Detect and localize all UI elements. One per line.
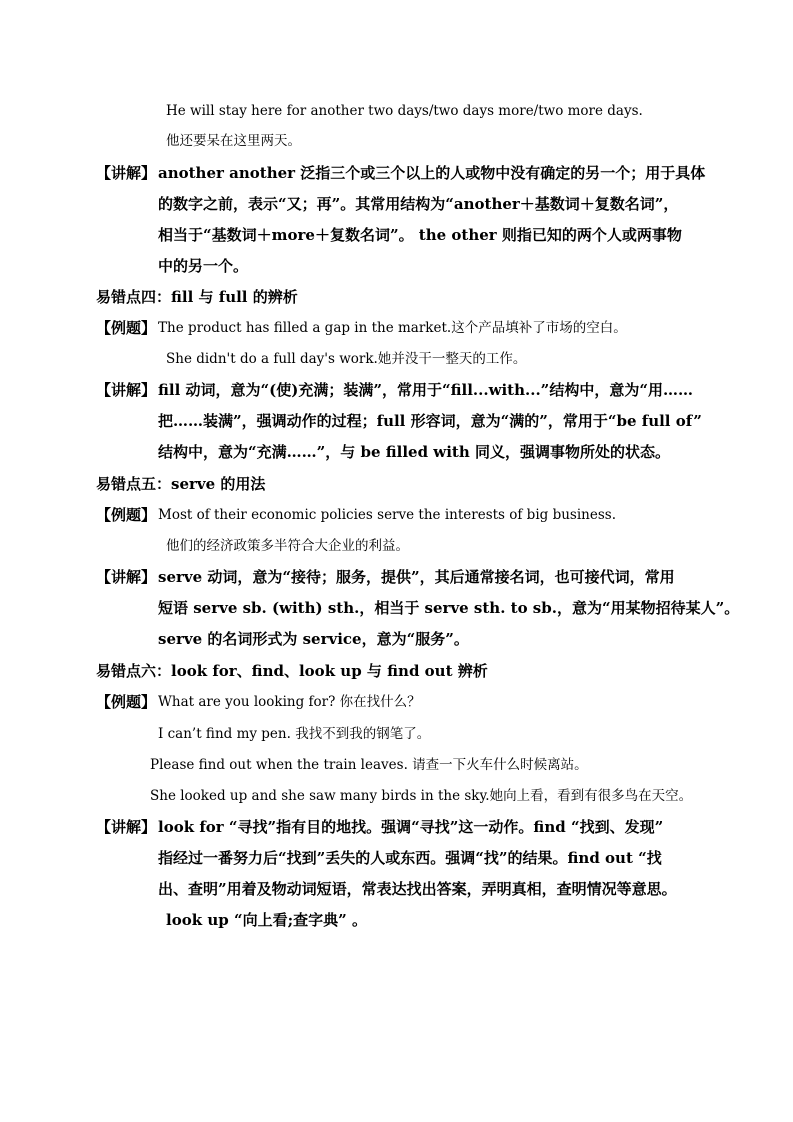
example-tag: 【例题】 xyxy=(96,506,157,524)
explain-tag: 【讲解】 xyxy=(96,818,157,836)
example-tag: 【例题】 xyxy=(96,693,157,711)
section-heading: 易错点四：fill 与 full 的辨析 xyxy=(96,288,298,306)
explain-line: fill 动词，意为“(使)充满；装满”，常用于“fill...with...”结构中，意为“用…… xyxy=(158,381,693,399)
explain-tag: 【讲解】 xyxy=(96,381,157,399)
explain-tag: 【讲解】 xyxy=(96,568,157,586)
explain-line: serve 的名词形式为 service，意为“服务”。 xyxy=(158,630,469,648)
explain-tag: 【讲解】 xyxy=(96,164,157,182)
section-heading: 易错点六：look for、find、look up 与 find out 辨析 xyxy=(96,662,488,680)
example-tag: 【例题】 xyxy=(96,319,157,337)
example-sentence: The product has filled a gap in the market.这个产品填补了市场的空白。 xyxy=(158,320,627,336)
example-sentence: Most of their economic policies serve the interests of big business. xyxy=(158,507,616,523)
explain-line: 把……装满”，强调动作的过程；full 形容词，意为“满的”，常用于“be full of” xyxy=(158,412,702,430)
example-sentence-en: He will stay here for another two days/two days more/two more days. xyxy=(166,103,643,119)
explain-line: 结构中，意为“充满……”，与 be filled with 同义，强调事物所处的状态。 xyxy=(158,443,670,461)
explain-line: 指经过一番努力后“找到”丢失的人或东西。强调“找”的结果。find out “找 xyxy=(158,849,662,867)
explain-line: 短语 serve sb. (with) sth.，相当于 serve sth. to sb.，意为“用某物招待某人”。 xyxy=(158,599,740,617)
explain-line: serve 动词，意为“接待；服务，提供”，其后通常接名词，也可接代词，常用 xyxy=(158,568,675,586)
example-sentence: 他们的经济政策多半符合大企业的利益。 xyxy=(166,538,409,554)
explain-line: another another 泛指三个或三个以上的人或物中没有确定的另一个；用于具体 xyxy=(158,164,706,182)
explain-line: 中的另一个。 xyxy=(158,257,249,275)
explain-line: 相当于“基数词＋more＋复数名词”。 the other 则指已知的两个人或两事物 xyxy=(158,226,682,244)
example-sentence-zh: 他还要呆在这里两天。 xyxy=(166,133,301,149)
example-sentence: Please find out when the train leaves. 请查一下火车什么时候离站。 xyxy=(150,757,588,773)
explain-line: 的数字之前，表示“又；再”。其常用结构为“another＋基数词＋复数名词”， xyxy=(158,195,679,213)
example-sentence: I can’t find my pen. 我找不到我的钢笔了。 xyxy=(158,726,431,742)
example-sentence: What are you looking for? 你在找什么？ xyxy=(158,694,421,710)
explain-line: look up “向上看;查字典” 。 xyxy=(166,911,367,929)
example-sentence: She looked up and she saw many birds in the sky.她向上看，看到有很多鸟在天空。 xyxy=(150,788,693,804)
section-heading: 易错点五：serve 的用法 xyxy=(96,475,266,493)
example-sentence: She didn't do a full day's work.她并没干一整天的工作。 xyxy=(166,351,527,367)
explain-line: 出、查明”用着及物动词短语，常表达找出答案，弄明真相，查明情况等意思。 xyxy=(158,880,677,898)
explain-line: look for “寻找”指有目的地找。强调“寻找”这一动作。find “找到、发现” xyxy=(158,818,664,836)
